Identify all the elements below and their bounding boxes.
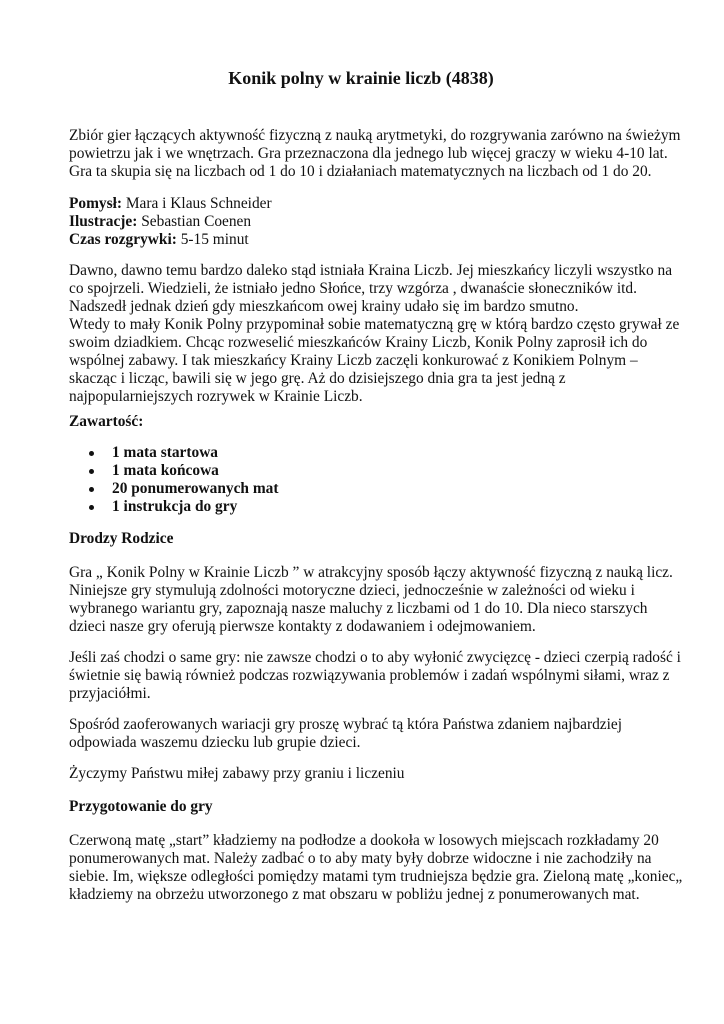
credit-label: Pomysł: bbox=[69, 195, 123, 212]
parents-paragraph-4 bbox=[69, 765, 653, 783]
bullet-icon bbox=[89, 469, 94, 474]
credit-illustrations bbox=[69, 213, 653, 231]
list-item-label: 1 mata startowa bbox=[112, 444, 218, 461]
intro-line: powietrzu jak i we wnętrzach. Gra przeznaczona dla jednego lub więcej graczy w wieku 4-10 lat. bbox=[69, 145, 668, 162]
intro-paragraph bbox=[69, 127, 681, 181]
parents-paragraph-1 bbox=[69, 564, 673, 636]
credit-label: Ilustracje: bbox=[69, 213, 138, 230]
parents-paragraph-3 bbox=[69, 716, 653, 752]
story-paragraph bbox=[69, 262, 680, 406]
credit-value: 5-15 minut bbox=[176, 231, 249, 248]
story-line: Dawno, dawno temu bardzo daleko stąd istniała Kraina Liczb. Jej mieszkańcy liczyli wszystko na bbox=[69, 262, 673, 279]
intro-line: Zbiór gier łączących aktywność fizyczną z nauką arytmetyki, do rozgrywania zarówno na świeżym bbox=[69, 127, 681, 144]
list-item bbox=[69, 480, 653, 498]
parents-line: świetnie się bawią również podczas rozwiązywania problemów i zadań wspólnymi siłami, wraz z bbox=[69, 667, 670, 684]
intro-line: Gra ta skupia się na liczbach od 1 do 10 i działaniach matematycznych na liczbach od 1 do 20. bbox=[69, 163, 652, 180]
credit-value: Sebastian Coenen bbox=[137, 213, 252, 230]
parents-line: Niniejsze gry stymulują zdolności motoryczne dzieci, jednocześnie w zależności od wieku i bbox=[69, 582, 635, 599]
list-item bbox=[69, 462, 653, 480]
parents-line: Gra „ Konik Polny w Krainie Liczb ” w atrakcyjny sposób łączy aktywność fizyczną z nauką licz. bbox=[69, 564, 673, 581]
credits-block bbox=[69, 195, 653, 249]
parents-line: przyjaciółmi. bbox=[69, 685, 151, 702]
parents-line: Jeśli zaś chodzi o same gry: nie zawsze chodzi o to aby wyłonić zwycięzcę - dzieci czerpią radość i bbox=[69, 649, 681, 666]
story-line: swoim dziadkiem. Chcąc rozweselić mieszkańców Krainy Liczb, Konik Polny zaprosił ich do bbox=[69, 334, 648, 351]
list-item bbox=[69, 498, 653, 516]
credit-label: Czas rozgrywki: bbox=[69, 231, 177, 248]
prep-line: kładziemy na obrzeżu utworzonego z mat obszaru w pobliżu jednej z ponumerowanych mat. bbox=[69, 886, 640, 903]
contents-list bbox=[69, 444, 653, 516]
story-line: Wtedy to mały Konik Polny przypominał sobie matematyczną grę w którą bardzo często grywał ze bbox=[69, 316, 680, 333]
story-line: najpopularniejszych rozrywek w Krainie Liczb. bbox=[69, 388, 363, 405]
bullet-icon bbox=[89, 505, 94, 510]
list-item-label: 1 instrukcja do gry bbox=[112, 498, 238, 515]
prep-line: ponumerowanych mat. Należy zadbać o to aby maty były dobrze widoczne i nie zachodziły na bbox=[69, 850, 652, 867]
story-line: co spojrzeli. Wiedzieli, że istniało jedno Słońce, trzy wzgórza , dwanaście słoneczników itd. bbox=[69, 280, 637, 297]
parents-line: odpowiada waszemu dziecku lub grupie dzieci. bbox=[69, 734, 361, 751]
bullet-icon bbox=[89, 487, 94, 492]
credit-idea bbox=[69, 195, 653, 213]
story-line: wspólnej zabawy. I tak mieszkańcy Krainy Liczb zaczęli konkurować z Konikiem Polnym – bbox=[69, 352, 638, 369]
parents-paragraph-2 bbox=[69, 649, 681, 703]
list-item-label: 20 ponumerowanych mat bbox=[112, 480, 279, 497]
parents-line: Życzymy Państwu miłej zabawy przy graniu i liczeniu bbox=[69, 765, 405, 782]
parents-line: dzieci nasze gry oferują pierwsze kontakty z dodawaniem i odejmowaniem. bbox=[69, 618, 536, 635]
story-line: skacząc i licząc, bawili się w jego grę. Aż do dzisiejszego dnia gra ta jest jedną z bbox=[69, 370, 566, 387]
credit-playtime bbox=[69, 231, 653, 249]
bullet-icon bbox=[89, 451, 94, 456]
credit-value: Mara i Klaus Schneider bbox=[122, 195, 272, 212]
parents-line: Spośród zaoferowanych wariacji gry proszę wybrać tą która Państwa zdaniem najbardziej bbox=[69, 716, 622, 733]
parents-line: wybranego wariantu gry, zapoznają nasze maluchy z liczbami od 1 do 10. Dla nieco starszych bbox=[69, 600, 648, 617]
preparation-paragraph bbox=[69, 832, 683, 904]
story-line: Nadszedł jednak dzień gdy mieszkańcom owej krainy udało się im bardzo smutno. bbox=[69, 298, 579, 315]
contents-heading: Zawartość: bbox=[69, 413, 144, 430]
page-title: Konik polny w krainie liczb (4838) bbox=[228, 68, 494, 88]
prep-line: siebie. Im, większe odległości pomiędzy matami tym trudniejsza będzie gra. Zieloną matę „koniec„ bbox=[69, 868, 683, 885]
preparation-heading: Przygotowanie do gry bbox=[69, 798, 213, 815]
prep-line: Czerwoną matę „start” kładziemy na podłodze a dookoła w losowych miejscach rozkładamy 20 bbox=[69, 832, 659, 849]
list-item-label: 1 mata końcowa bbox=[112, 462, 219, 479]
parents-heading: Drodzy Rodzice bbox=[69, 530, 174, 547]
list-item bbox=[69, 444, 653, 462]
